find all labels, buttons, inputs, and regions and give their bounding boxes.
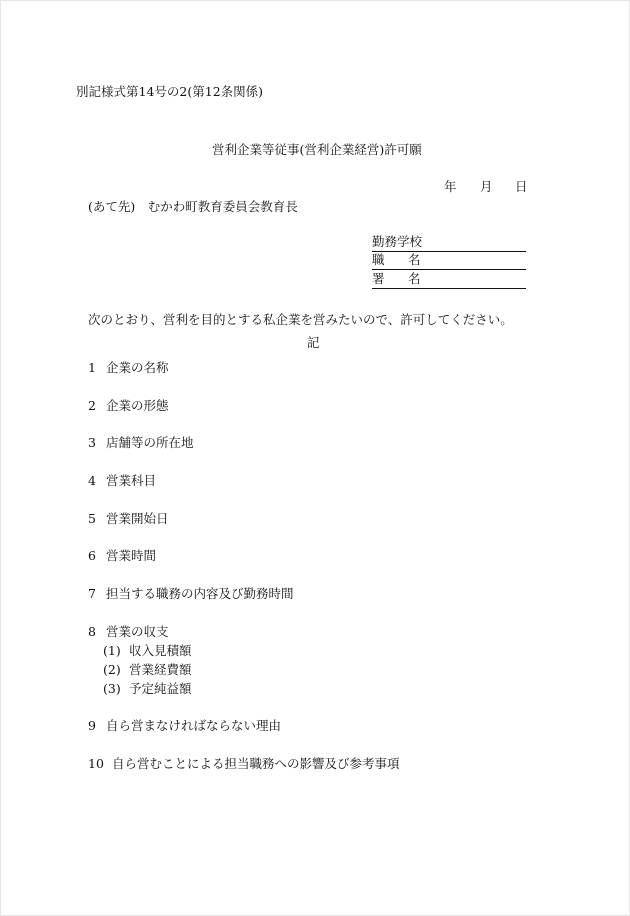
position-label-a: 職 [372,252,385,267]
sub-item-2: (2) 営業経費額 [103,662,192,677]
addressee: (あて先) むかわ町教育委員会教育長 [88,199,298,214]
item-9: 9 自ら営まなければならない理由 [88,718,282,733]
item-3: 3 店舗等の所在地 [88,435,194,450]
item-7: 7 担当する職務の内容及び勤務時間 [88,586,294,601]
signature-label-a: 署 [372,271,385,286]
item-2: 2 企業の形態 [88,398,169,413]
date-year-label: 年 [444,179,457,194]
sub-item-1: (1) 収入見積額 [103,643,192,658]
request-text: 次のとおり、営利を目的とする私企業を営みたいので、許可してください。 [88,312,513,327]
signature-field [372,271,526,289]
item-4: 4 営業科目 [88,473,157,488]
item-6: 6 営業時間 [88,548,157,563]
date-month-label: 月 [480,179,493,194]
school-field [372,234,526,252]
item-10: 10 自ら営むことによる担当職務への影響及び参考事項 [88,756,400,771]
ki-heading: 記 [307,335,320,350]
date-day-label: 日 [515,179,528,194]
sub-item-3: (3) 予定純益額 [103,681,192,696]
item-5: 5 営業開始日 [88,511,169,526]
form-reference: 別記様式第14号の2(第12条関係) [76,84,264,99]
item-8: 8 営業の収支 [88,624,169,639]
document-title: 営利企業等従事(営利企業経営)許可願 [212,142,422,157]
position-label-b: 名 [408,252,421,267]
position-field [372,252,526,270]
item-1: 1 企業の名称 [88,360,169,375]
school-label: 勤務学校 [372,234,423,249]
signature-label-b: 名 [408,271,421,286]
